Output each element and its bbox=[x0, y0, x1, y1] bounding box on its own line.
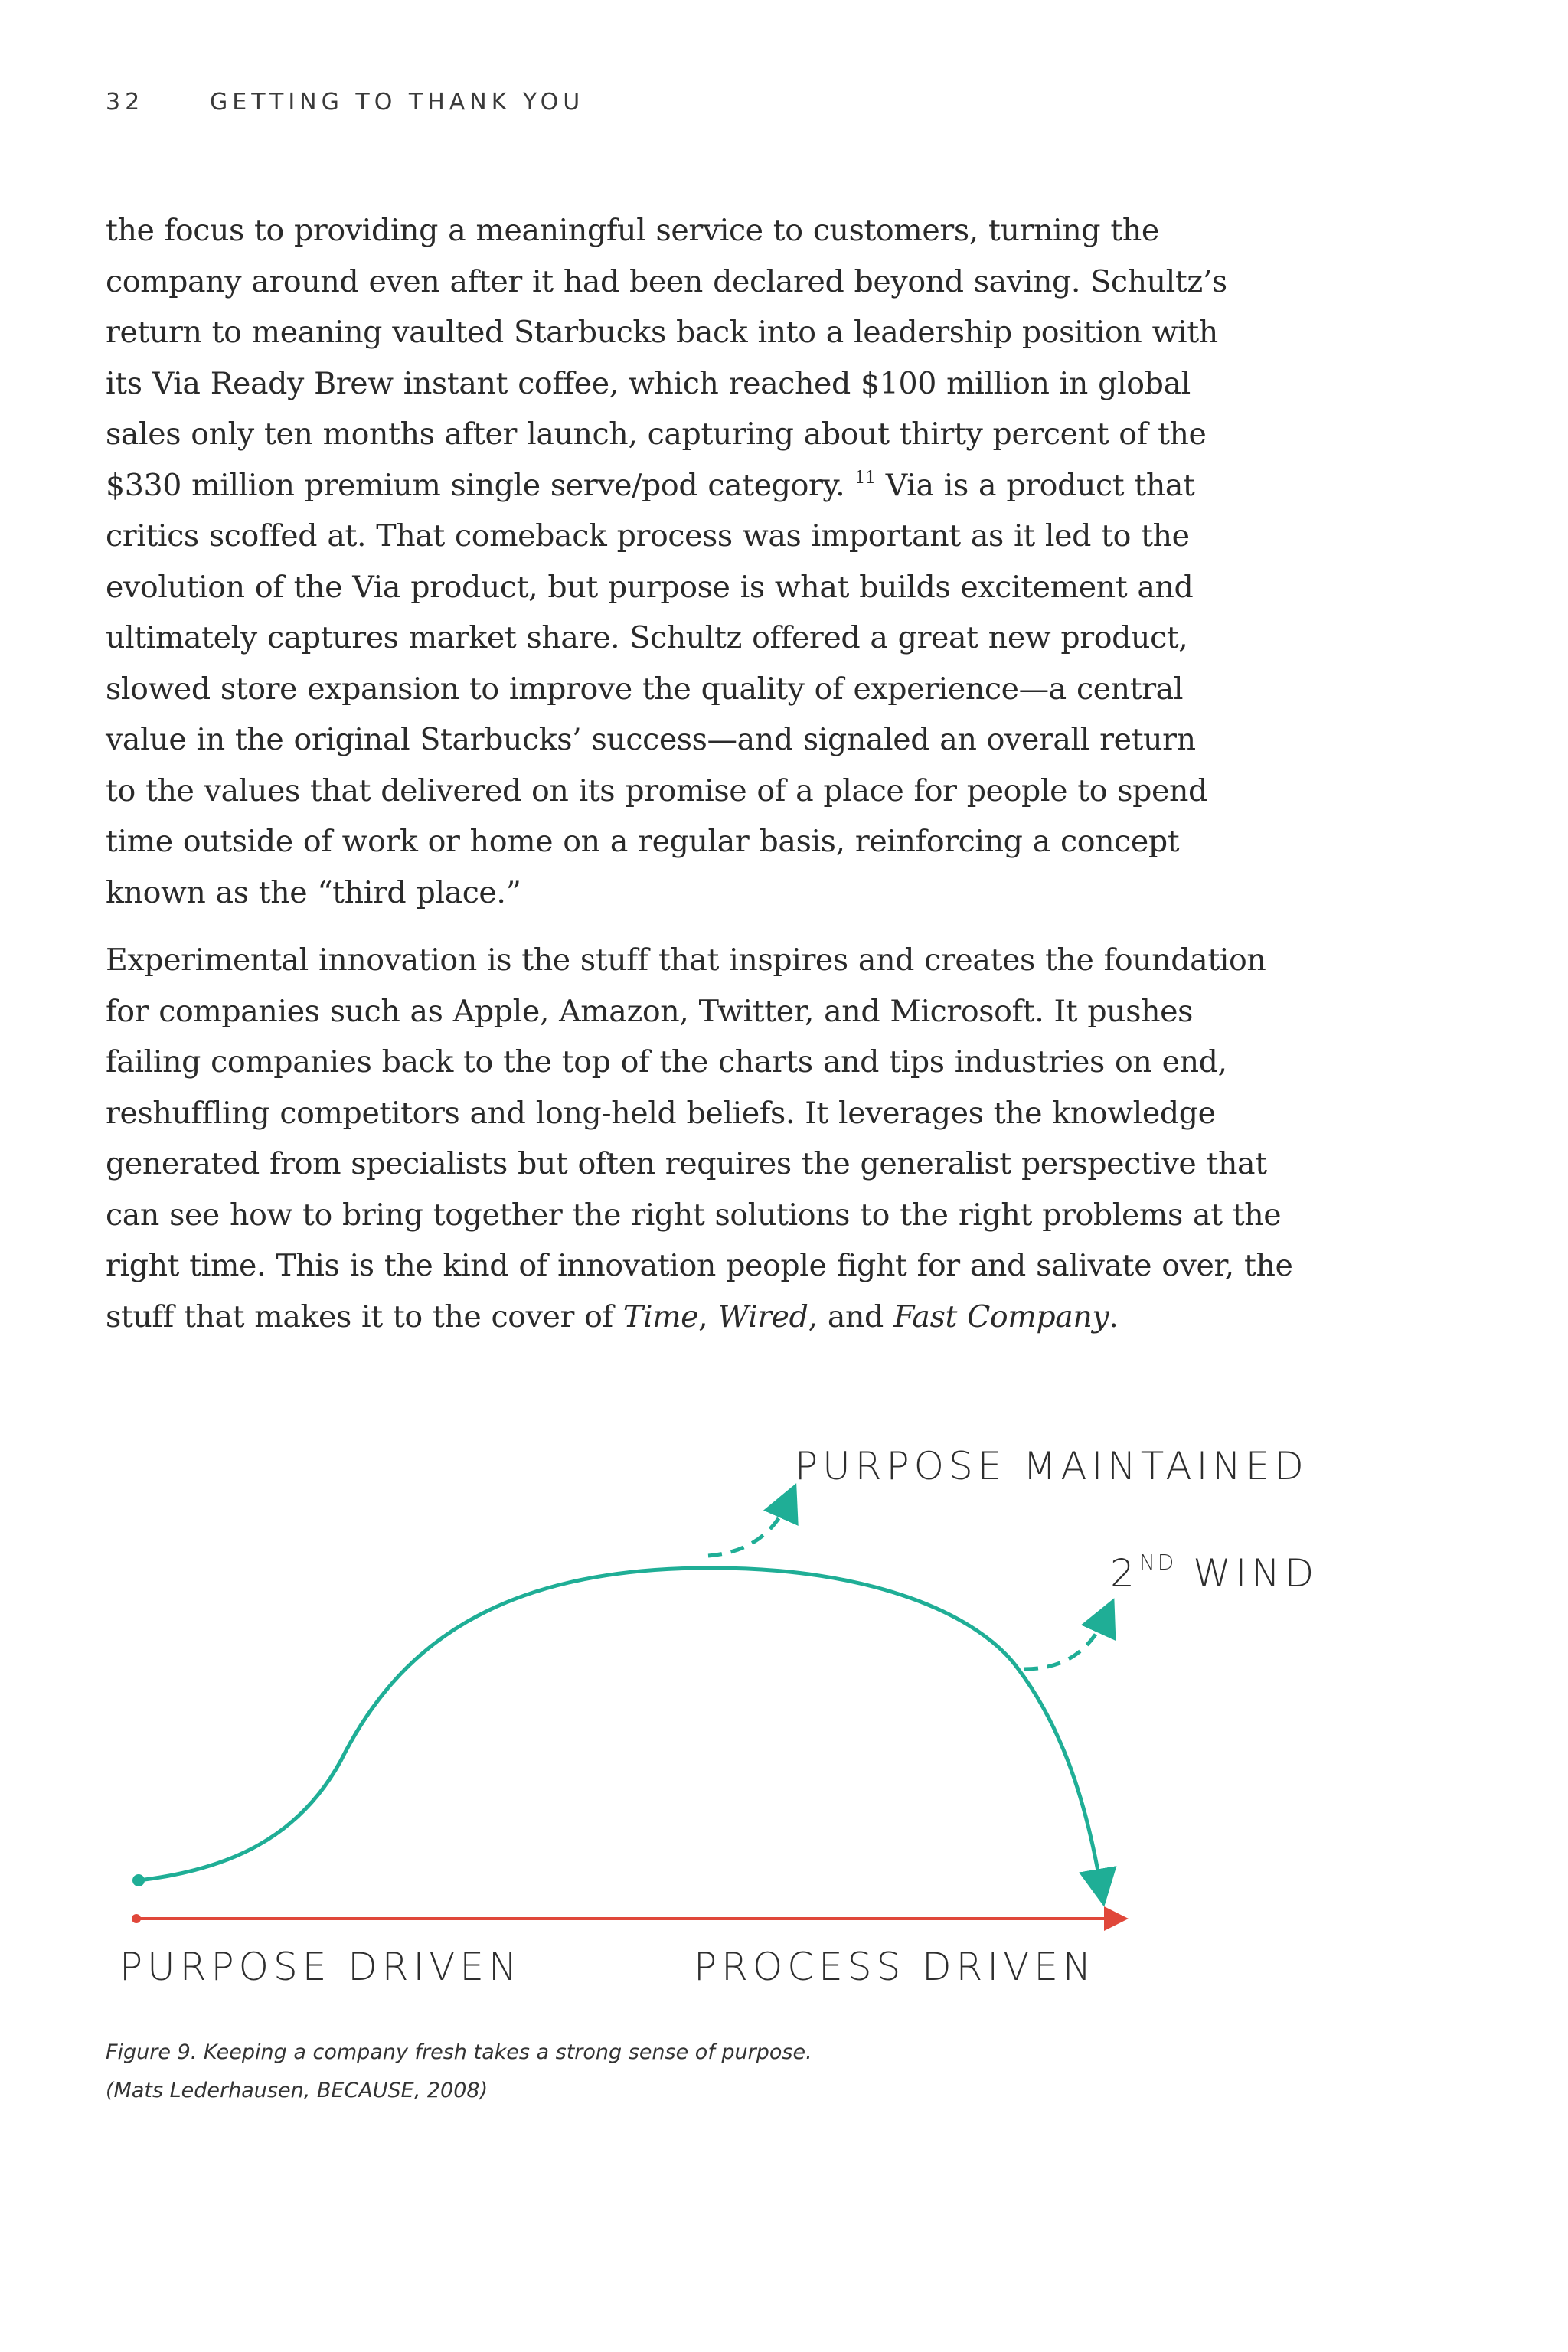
text-line: failing companies back to the top of the charts and tips industries on end, bbox=[106, 1044, 1227, 1080]
text-line: value in the original Starbucks’ success—and signaled an overall return bbox=[106, 722, 1196, 757]
text-line: company around even after it had been declared beyond saving. Schultz’s bbox=[106, 263, 1227, 299]
text-line: its Via Ready Brew instant coffee, which reached $100 million in global bbox=[106, 365, 1191, 401]
text-segment: , bbox=[698, 1298, 718, 1334]
text-line-with-italics bbox=[106, 1292, 1361, 1343]
text-segment: $330 million premium single serve/pod category. bbox=[106, 467, 845, 503]
body-text bbox=[106, 205, 1361, 1342]
magazine-title: Wired bbox=[717, 1298, 808, 1334]
text-line: right time. This is the kind of innovation people fight for and salivate over, the bbox=[106, 1248, 1293, 1283]
text-line: time outside of work or home on a regular basis, reinforcing a concept bbox=[106, 824, 1180, 859]
text-line: ultimately captures market share. Schultz offered a great new product, bbox=[106, 620, 1188, 655]
figure-9 bbox=[0, 1393, 1568, 2006]
label-purpose-maintained: PURPOSE MAINTAINED bbox=[795, 1444, 1308, 1488]
text-line: known as the “third place.” bbox=[106, 874, 521, 910]
text-line: sales only ten months after launch, capturing about thirty percent of the bbox=[106, 416, 1207, 452]
footnote-ref: 11 bbox=[854, 468, 876, 488]
second-wind-arrow bbox=[1024, 1615, 1106, 1669]
book-title: GETTING TO THANK YOU bbox=[210, 89, 585, 116]
text-line: reshuffling competitors and long-held beliefs. It leverages the knowledge bbox=[106, 1095, 1216, 1131]
text-line: the focus to providing a meaningful service to customers, turning the bbox=[106, 213, 1159, 248]
text-segment: Via is a product that bbox=[875, 467, 1195, 503]
text-line: generated from specialists but often requires the generalist perspective that bbox=[106, 1146, 1267, 1181]
caption-line-1: Figure 9. Keeping a company fresh takes a strong sense of purpose. bbox=[106, 2040, 812, 2064]
text-line: to the values that delivered on its promise of a place for people to spend bbox=[106, 773, 1207, 808]
caption-line-2: (Mats Lederhausen, BECAUSE, 2008) bbox=[106, 2079, 488, 2102]
figure-caption bbox=[106, 2034, 812, 2110]
purpose-curve bbox=[139, 1568, 1101, 1888]
text-segment: stuff that makes it to the cover of bbox=[106, 1298, 623, 1334]
text-line: Experimental innovation is the stuff that inspires and creates the foundation bbox=[106, 942, 1266, 978]
text-line: can see how to bring together the right solutions to the right problems at the bbox=[106, 1197, 1282, 1233]
paragraph-2 bbox=[106, 935, 1361, 1342]
magazine-title: Time bbox=[622, 1298, 699, 1334]
second-wind-ordinal: ND bbox=[1138, 1550, 1177, 1575]
label-purpose-driven: PURPOSE DRIVEN bbox=[119, 1945, 522, 1989]
text-line: for companies such as Apple, Amazon, Twitter, and Microsoft. It pushes bbox=[106, 993, 1194, 1029]
text-line-with-footnote bbox=[106, 460, 1361, 511]
purpose-maintained-arrow bbox=[708, 1501, 789, 1556]
text-segment: , and bbox=[808, 1298, 894, 1334]
purpose-curve-diagram bbox=[0, 1393, 1568, 2006]
text-line: return to meaning vaulted Starbucks back into a leadership position with bbox=[106, 315, 1218, 350]
text-line: evolution of the Via product, but purpose is what builds excitement and bbox=[106, 569, 1194, 605]
text-segment: . bbox=[1109, 1298, 1119, 1334]
page-number: 32 bbox=[106, 89, 145, 116]
label-process-driven: PROCESS DRIVEN bbox=[694, 1945, 1096, 1989]
text-line: critics scoffed at. That comeback process was important as it led to the bbox=[106, 518, 1190, 554]
second-wind-word: WIND bbox=[1176, 1551, 1319, 1596]
running-head bbox=[106, 89, 584, 116]
text-line: slowed store expansion to improve the quality of experience—a central bbox=[106, 671, 1184, 707]
paragraph-1 bbox=[106, 205, 1361, 918]
magazine-title: Fast Company bbox=[893, 1298, 1109, 1334]
second-wind-number: 2 bbox=[1110, 1551, 1139, 1596]
label-second-wind bbox=[1110, 1551, 1318, 1596]
